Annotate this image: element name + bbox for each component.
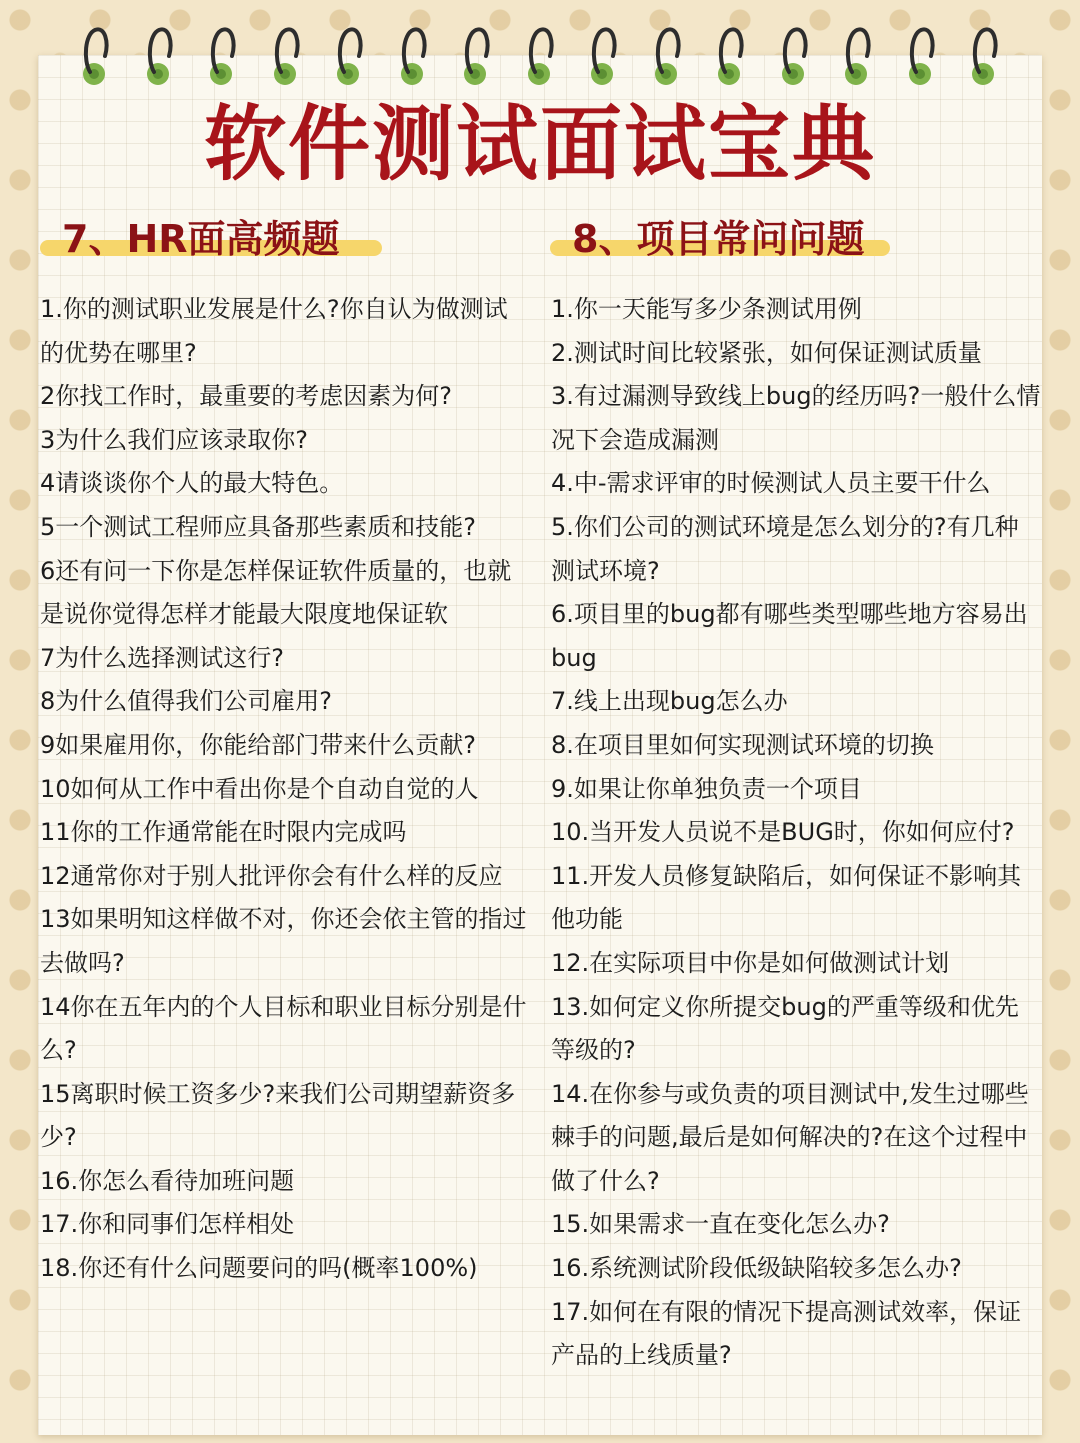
question-item: 13.如何定义你所提交bug的严重等级和优先等级的? [551,992,1019,1065]
question-item: 8为什么值得我们公司雇用? [40,687,333,716]
question-item: 10.当开发人员说不是BUG时，你如何应付? [551,818,1015,847]
question-item: 16.系统测试阶段低级缺陷较多怎么办? [551,1254,962,1283]
binding-ring-icon [460,22,496,92]
question-item: 4请谈谈你个人的最大特色。 [40,469,344,498]
question-item: 7为什么选择测试这行? [40,643,285,672]
binding-ring-icon [79,22,115,92]
binding-ring-icon [270,22,306,92]
project-question-list [551,288,1041,1378]
question-item: 11你的工作通常能在时限内完成吗 [40,818,407,847]
binding-ring-icon [143,22,179,92]
question-item: 12通常你对于别人批评你会有什么样的反应 [40,861,503,890]
binding-ring-icon [397,22,433,92]
page-title: 软件测试面试宝典 [203,97,876,192]
question-item: 6.项目里的bug都有哪些类型哪些地方容易出bug [551,600,1028,672]
binding-ring-icon [206,22,242,92]
question-item: 17.如何在有限的情况下提高测试效率，保证产品的上线质量? [551,1297,1022,1370]
question-item: 5一个测试工程师应具备那些素质和技能? [40,512,477,541]
spiral-binding [0,22,1080,92]
section-heading-label: 7、HR面高频题 [62,217,340,261]
question-item: 2你找工作时，最重要的考虑因素为何? [40,382,453,411]
binding-ring-icon [587,22,623,92]
question-item: 3.有过漏测导致线上bug的经历吗?一般什么情况下会造成漏测 [551,382,1041,454]
binding-ring-icon [714,22,750,92]
section-heading-label: 8、项目常问问题 [572,217,865,261]
binding-ring-icon [651,22,687,92]
question-item: 4.中-需求评审的时候测试人员主要干什么 [551,469,991,498]
binding-ring-icon [524,22,560,92]
question-item: 10如何从工作中看出你是个自动自觉的人 [40,774,479,803]
binding-ring-icon [841,22,877,92]
question-item: 15.如果需求一直在变化怎么办? [551,1210,890,1239]
question-item: 9.如果让你单独负责一个项目 [551,774,862,803]
question-item: 1.你一天能写多少条测试用例 [551,295,862,323]
binding-ring-icon [905,22,941,92]
question-item: 14.在你参与或负责的项目测试中,发生过哪些棘手的问题,最后是如何解决的?在这个过程中做了什么? [551,1079,1029,1195]
question-item: 6还有问一下你是怎样保证软件质量的，也就是说你觉得怎样才能最大限度地保证软 [40,556,512,629]
question-item: 11.开发人员修复缺陷后，如何保证不影响其他功能 [551,861,1022,934]
question-item: 13如果明知这样做不对，你还会依主管的指过去做吗? [40,905,527,977]
hr-question-list [40,288,530,1291]
question-item: 1.你的测试职业发展是什么?你自认为做测试的优势在哪里? [40,295,508,367]
binding-ring-icon [778,22,814,92]
question-item: 8.在项目里如何实现测试环境的切换 [551,730,934,759]
binding-ring-icon [968,22,1004,92]
question-item: 2.测试时间比较紧张，如何保证测试质量 [551,338,982,367]
question-item: 15离职时候工资多少?来我们公司期望薪资多少? [40,1079,516,1152]
question-item: 3为什么我们应该录取你? [40,425,309,454]
question-item: 14你在五年内的个人目标和职业目标分别是什么? [40,992,527,1065]
question-item: 5.你们公司的测试环境是怎么划分的?有几种测试环境? [551,512,1019,585]
binding-ring-icon [333,22,369,92]
question-item: 9如果雇用你，你能给部门带来什么贡献? [40,730,477,759]
question-item: 16.你怎么看待加班问题 [40,1166,295,1195]
question-item: 12.在实际项目中你是如何做测试计划 [551,948,950,977]
section-heading-project [550,200,890,270]
question-item: 7.线上出现bug怎么办 [551,687,788,716]
section-heading-hr [40,200,382,270]
question-item: 17.你和同事们怎样相处 [40,1210,295,1239]
question-item: 18.你还有什么问题要问的吗(概率100%) [40,1254,478,1283]
